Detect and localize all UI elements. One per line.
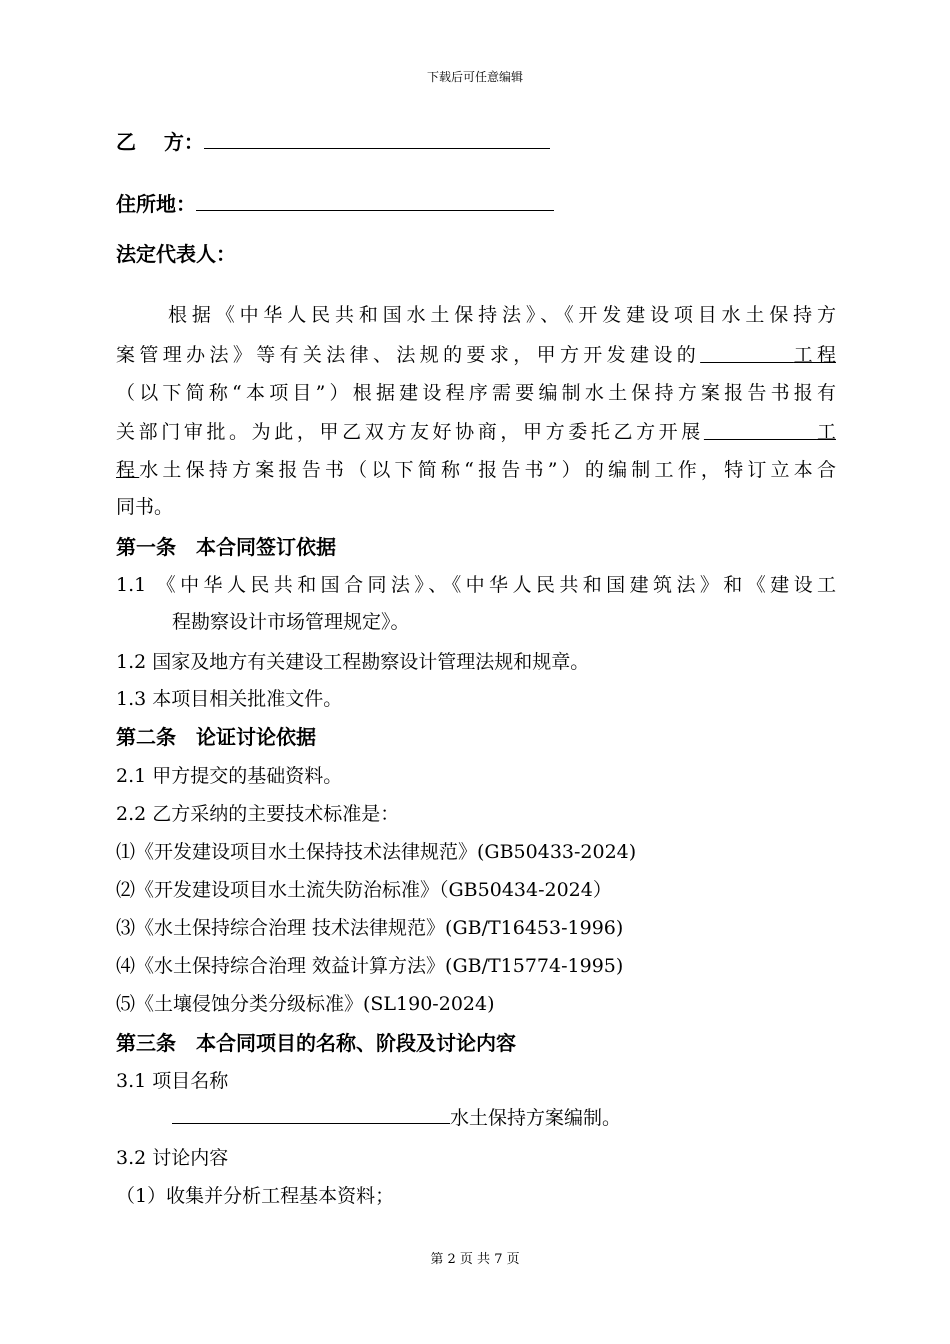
- page-header: 下载后可任意编辑: [426, 70, 523, 84]
- article-1-title: 第一条 本合同签订依据: [116, 535, 336, 559]
- intro-line-6: 同书。: [116, 496, 174, 518]
- standard-3: ⑶《水土保持综合治理 技术法律规范》(GB/T16453-1996): [116, 917, 624, 939]
- intro-line-1: 根据《中华人民共和国水土保持法》、《开发建设项目水土保持方: [168, 304, 836, 326]
- party-b-field: [116, 126, 550, 155]
- article-1-item-1-cont: 程勘察设计市场管理规定》。: [172, 611, 410, 633]
- article-3-item-1: 3.1 项目名称: [116, 1070, 229, 1092]
- standard-4: ⑷《水土保持综合治理 效益计算方法》(GB/T15774-1995): [116, 955, 624, 977]
- project-name-blank: 工程: [793, 344, 836, 366]
- project-blank-2: 工: [816, 421, 836, 443]
- article-1-item-3: 1.3 本项目相关批准文件。: [116, 688, 343, 710]
- standard-1: ⑴《开发建设项目水土保持技术法律规范》(GB50433-2024): [116, 841, 637, 863]
- address-field: [116, 188, 554, 217]
- standard-2: ⑵《开发建设项目水土流失防治标准》（GB50434-2024）: [116, 879, 612, 901]
- intro-line-3: （以下简称“本项目”）根据建设程序需要编制水土保持方案报告书报有: [116, 382, 836, 404]
- article-2-title: 第二条 论证讨论依据: [116, 725, 316, 749]
- intro-line-2: 案管理办法》等有关法律、法规的要求，甲方开发建设的 工程: [116, 344, 836, 366]
- article-3-title: 第三条 本合同项目的名称、阶段及讨论内容: [116, 1031, 516, 1055]
- article-2-item-1: 2.1 甲方提交的基础资料。: [116, 765, 343, 787]
- article-3-item-2: 3.2 讨论内容: [116, 1147, 229, 1169]
- party-b-label: 乙 方：: [116, 130, 204, 154]
- project-name-line: 水土保持方案编制。: [172, 1103, 621, 1130]
- address-blank: [196, 209, 554, 211]
- address-label: 住所地：: [116, 192, 196, 216]
- content-item-1: （1）收集并分析工程基本资料；: [116, 1185, 395, 1207]
- standard-5: ⑸《土壤侵蚀分类分级标准》(SL190-2024): [116, 993, 495, 1015]
- article-2-item-2: 2.2 乙方采纳的主要技术标准是：: [116, 803, 400, 825]
- intro-line-4: 关部门审批。为此，甲乙双方友好协商，甲方委托乙方开展 工: [116, 421, 836, 443]
- article-1-item-1: 1.1 《中华人民共和国合同法》、《中华人民共和国建筑法》和《建设工: [116, 574, 836, 596]
- intro-line-5: 程水土保持方案报告书（以下简称“报告书”）的编制工作，特订立本合: [116, 459, 836, 481]
- article-1-item-2: 1.2 国家及地方有关建设工程勘察设计管理法规和规章。: [116, 651, 590, 673]
- project-name-field-blank: [172, 1122, 450, 1124]
- party-b-blank: [204, 147, 550, 149]
- legal-rep-label: 法定代表人：: [116, 242, 236, 266]
- page-footer: 第 2 页 共 7 页: [430, 1252, 520, 1267]
